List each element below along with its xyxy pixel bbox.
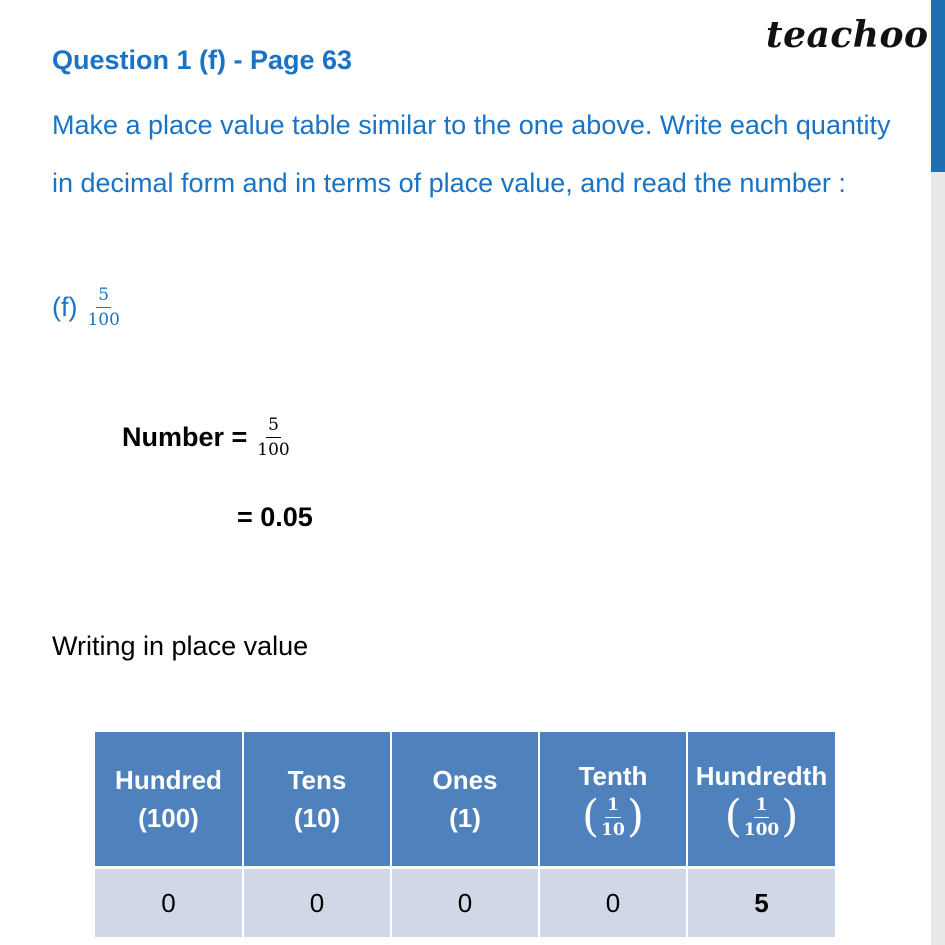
- header-fraction: [724, 791, 799, 843]
- solution-fraction: [255, 415, 291, 460]
- fraction-denominator: 100: [87, 310, 120, 330]
- tenth-fraction: [599, 795, 627, 840]
- scrollbar[interactable]: [931, 0, 945, 945]
- table-header-row: [95, 732, 835, 868]
- place-value-table: [95, 732, 835, 937]
- header-value: (100): [138, 803, 199, 833]
- header-tenth: [539, 732, 687, 868]
- cell-tens: 0: [243, 868, 391, 938]
- fraction-denominator: 100: [743, 819, 780, 840]
- header-label: Ones: [432, 765, 498, 795]
- part-label: (f): [52, 292, 78, 322]
- header-label: Tens: [287, 765, 347, 795]
- question-text: Make a place value table similar to the one above. Write each quantity in decimal form and in terms of place value, and read the number :: [52, 110, 891, 198]
- question-fraction: [85, 285, 121, 330]
- writing-label: Writing in place value: [52, 631, 309, 661]
- fraction-denominator: 100: [257, 440, 290, 460]
- cell-hundredth: 5: [687, 868, 835, 938]
- fraction-numerator: 1: [605, 795, 621, 818]
- header-hundredth: [687, 732, 835, 868]
- teachoo-logo: teachoo: [766, 14, 929, 56]
- header-fraction: [581, 791, 644, 843]
- question-title: Question 1 (f) - Page 63: [52, 45, 353, 75]
- left-paren: (: [581, 791, 600, 843]
- cell-ones: 0: [391, 868, 539, 938]
- hundredth-fraction: [742, 795, 782, 840]
- number-equation: [122, 415, 292, 460]
- cell-tenth: 0: [539, 868, 687, 938]
- cell-hundred: 0: [95, 868, 243, 938]
- scrollbar-thumb[interactable]: [931, 0, 945, 172]
- header-label: Hundredth: [695, 760, 828, 791]
- question-part: [52, 285, 122, 330]
- header-ones: [391, 732, 539, 868]
- fraction-denominator: 10: [601, 819, 625, 840]
- header-hundred: [95, 732, 243, 868]
- right-paren: ): [626, 791, 644, 843]
- table-row: [95, 868, 835, 938]
- fraction-numerator: 5: [266, 415, 281, 438]
- fraction-numerator: 1: [754, 795, 770, 818]
- decimal-result: = 0.05: [237, 502, 313, 532]
- header-value: (10): [293, 803, 341, 833]
- right-paren: ): [781, 791, 799, 843]
- header-label: Hundred: [115, 765, 222, 795]
- number-label: Number =: [122, 422, 248, 452]
- header-value: (1): [449, 803, 481, 833]
- left-paren: (: [724, 791, 742, 843]
- header-tens: [243, 732, 391, 868]
- header-label: Tenth: [578, 760, 648, 791]
- fraction-numerator: 5: [96, 285, 111, 308]
